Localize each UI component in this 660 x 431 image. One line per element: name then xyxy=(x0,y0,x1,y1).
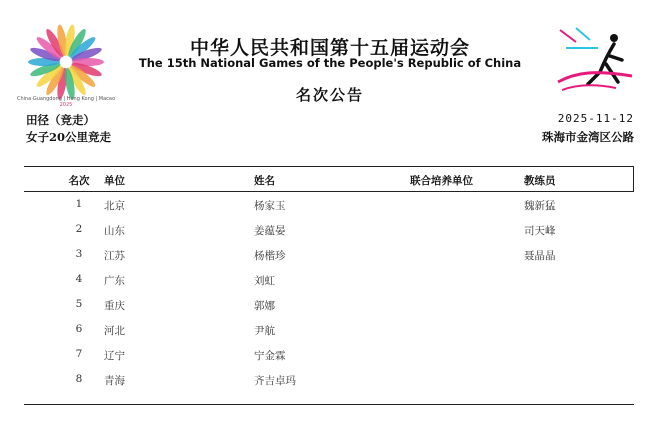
table-row xyxy=(24,368,634,393)
row-rank: 1 xyxy=(75,198,83,210)
table-row xyxy=(24,318,634,343)
row-unit: 山东 xyxy=(104,225,125,237)
row-name: 宁金霖 xyxy=(254,350,286,362)
row-unit: 青海 xyxy=(104,375,125,387)
table-row xyxy=(24,218,634,243)
row-name: 杨楷珍 xyxy=(254,250,286,262)
table-row xyxy=(24,193,634,218)
venue-label: 珠海市金湾区公路 xyxy=(542,130,634,144)
row-unit: 辽宁 xyxy=(104,350,125,362)
event-label: 女子20公里竞走 xyxy=(26,130,112,144)
table-header xyxy=(24,166,634,192)
row-name: 姜蕴晏 xyxy=(254,225,286,237)
table-row xyxy=(24,343,634,368)
row-rank: 3 xyxy=(75,248,83,260)
table-bottom-divider xyxy=(24,404,634,405)
row-rank: 7 xyxy=(75,348,83,360)
row-unit: 河北 xyxy=(104,325,125,337)
row-coach: 聂晶晶 xyxy=(524,250,556,262)
discipline-label: 田径（竞走） xyxy=(26,113,95,127)
col-header-rank: 名次 xyxy=(68,175,90,187)
table-row xyxy=(24,268,634,293)
row-name: 齐吉卓玛 xyxy=(254,375,296,387)
row-rank: 6 xyxy=(75,323,83,335)
row-unit: 江苏 xyxy=(104,250,125,262)
page-title: 名次公告 xyxy=(295,86,364,104)
row-name: 刘虹 xyxy=(254,275,275,287)
table-row xyxy=(24,293,634,318)
col-header-coach: 教练员 xyxy=(524,175,556,187)
row-name: 杨家玉 xyxy=(254,200,286,212)
col-header-joint-unit: 联合培养单位 xyxy=(410,175,473,187)
row-unit: 重庆 xyxy=(104,300,125,312)
col-header-unit: 单位 xyxy=(104,175,125,187)
row-name: 尹航 xyxy=(254,325,275,337)
row-unit: 北京 xyxy=(104,200,125,212)
row-unit: 广东 xyxy=(104,275,125,287)
table-row xyxy=(24,243,634,268)
col-header-name: 姓名 xyxy=(254,175,275,187)
row-coach: 司天峰 xyxy=(524,225,556,237)
row-name: 郭娜 xyxy=(254,300,275,312)
games-title-cn: 中华人民共和国第十五届运动会 xyxy=(189,37,470,59)
date-label: 2025-11-12 xyxy=(557,112,634,125)
row-rank: 2 xyxy=(75,223,83,235)
games-title-en: The 15th National Games of the People's Republic of China xyxy=(138,56,522,70)
row-coach: 魏新猛 xyxy=(524,200,556,212)
row-rank: 8 xyxy=(75,373,83,385)
row-rank: 4 xyxy=(75,273,83,285)
logo-caption: China·Guangdong | Hong Kong | Macao 2025 xyxy=(16,96,116,108)
row-rank: 5 xyxy=(75,298,83,310)
